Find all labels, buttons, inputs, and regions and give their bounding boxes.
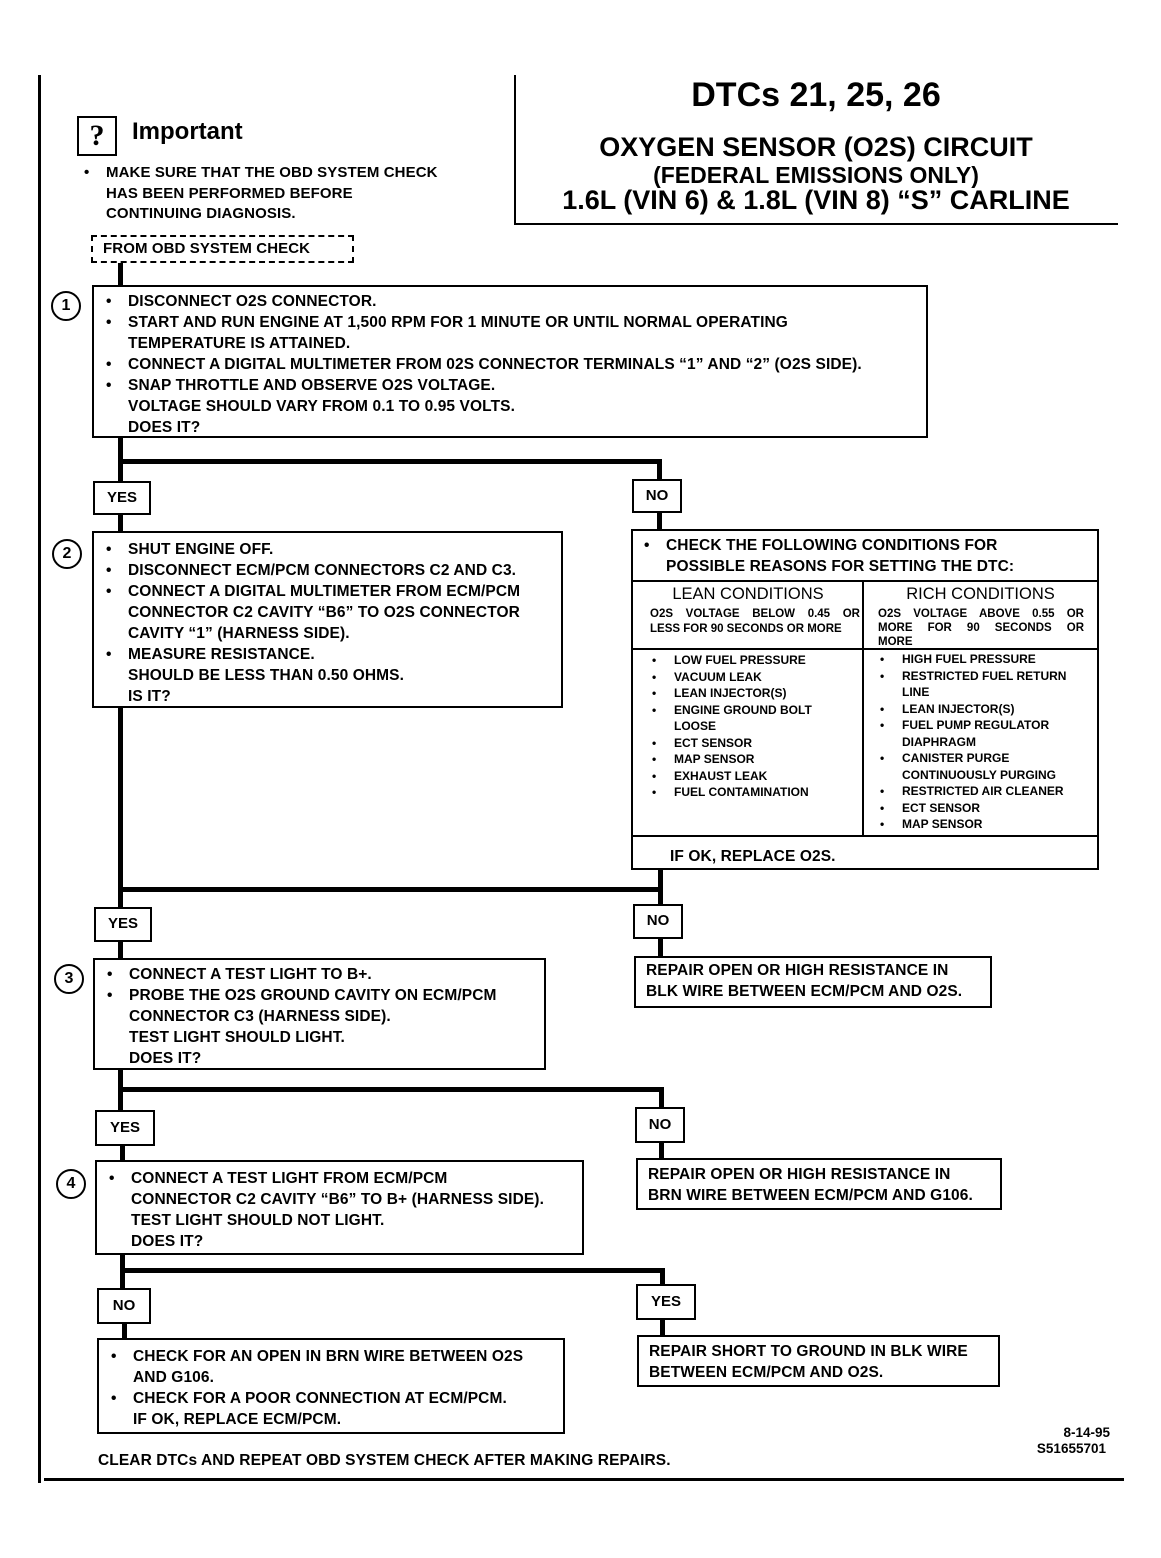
- important-text: [80, 163, 500, 225]
- important-text-line2: HAS BEEN PERFORMED BEFORE: [106, 184, 353, 202]
- rich-item: • MAP SENSOR: [876, 816, 1094, 833]
- result-step3-no-line: BRN WIRE BETWEEN ECM/PCM AND G106.: [648, 1187, 973, 1204]
- important-text-line1: • MAKE SURE THAT THE OBD SYSTEM CHECK: [80, 163, 500, 184]
- conditions-intro: [640, 535, 1090, 577]
- step-1-number: 1: [51, 291, 81, 321]
- rich-item: • HIGH FUEL PRESSURE: [876, 651, 1094, 668]
- step-1-item: • DISCONNECT O2S CONNECTOR.: [102, 291, 918, 312]
- lean-item: • LEAN INJECTOR(S): [648, 685, 860, 702]
- step-4-item-cont: DOES IT?: [131, 1233, 204, 1250]
- step-2-item-cont: CAVITY “1” (HARNESS SIDE).: [128, 625, 350, 642]
- step-4-list: [105, 1168, 574, 1252]
- step-4-number: 4: [56, 1169, 86, 1199]
- line-no-2: [658, 867, 663, 905]
- step-1-box: [92, 285, 928, 438]
- result-step4-no-item: • CHECK FOR AN OPEN IN BRN WIRE BETWEEN O2S: [107, 1346, 555, 1367]
- step-2-item: • MEASURE RESISTANCE.: [102, 644, 553, 665]
- step-3-no-label: NO: [635, 1107, 685, 1143]
- step-2-no-label: NO: [633, 904, 683, 939]
- result-step4-yes: [637, 1335, 1000, 1387]
- rich-item-cont: LINE: [902, 685, 930, 699]
- step-3-yes-label: YES: [95, 1110, 155, 1146]
- step-1-list: [102, 291, 918, 438]
- important-icon: [77, 116, 117, 156]
- step-4-item: • CONNECT A TEST LIGHT FROM ECM/PCM: [105, 1168, 574, 1189]
- result-step4-no-item-cont: IF OK, REPLACE ECM/PCM.: [133, 1411, 342, 1428]
- lean-item: • ENGINE GROUND BOLT: [648, 702, 860, 719]
- conditions-intro-line: POSSIBLE REASONS FOR SETTING THE DTC:: [666, 558, 1015, 575]
- left-border: [38, 75, 41, 1483]
- start-box: [91, 235, 354, 263]
- line-main-4: [118, 705, 123, 910]
- step-2-box: [92, 531, 563, 708]
- step-4-item-cont: TEST LIGHT SHOULD NOT LIGHT.: [131, 1212, 385, 1229]
- important-label: Important: [132, 118, 243, 145]
- line-main-5: [118, 940, 123, 960]
- step-2-item-cont: SHOULD BE LESS THAN 0.50 OHMS.: [128, 667, 405, 684]
- step-2-item-cont: IS IT?: [128, 688, 171, 705]
- lean-title: LEAN CONDITIONS: [672, 585, 824, 603]
- line-h-1: [118, 459, 662, 464]
- line-h-3: [118, 1087, 663, 1092]
- step-2-yes-label: YES: [94, 907, 152, 942]
- subtitle-circuit: OXYGEN SENSOR (O2S) CIRCUIT: [599, 132, 1033, 162]
- step-2-list: [102, 539, 553, 707]
- start-label: FROM OBD SYSTEM CHECK: [103, 240, 311, 257]
- step-2-item: • DISCONNECT ECM/PCM CONNECTORS C2 AND C3.: [102, 560, 553, 581]
- rich-item: • LEAN INJECTOR(S): [876, 701, 1094, 718]
- subtitle-carline: 1.6L (VIN 6) & 1.8L (VIN 8) “S” CARLINE: [562, 185, 1070, 215]
- rich-items: [876, 651, 1094, 833]
- step-4-no-label: NO: [97, 1288, 151, 1324]
- line-no-2b: [658, 938, 663, 958]
- line-main-1: [118, 263, 123, 287]
- step-1-item: • START AND RUN ENGINE AT 1,500 RPM FOR 1 MINUTE OR UNTIL NORMAL OPERATING: [102, 312, 918, 333]
- line-no-3b: [659, 1141, 664, 1159]
- rich-item: • FUEL PUMP REGULATOR: [876, 717, 1094, 734]
- page-title: DTCs 21, 25, 26: [691, 76, 941, 114]
- step-1-item: • SNAP THROTTLE AND OBSERVE O2S VOLTAGE.: [102, 375, 918, 396]
- lean-item-cont: LOOSE: [674, 719, 717, 733]
- step-1-yes-label: YES: [93, 481, 151, 515]
- rich-desc-c: MORE: [878, 636, 913, 648]
- bottom-border: [44, 1478, 1124, 1481]
- rich-desc-a: O2S VOLTAGE ABOVE 0.55 OR: [878, 608, 1084, 620]
- result-step2-no-line: BLK WIRE BETWEEN ECM/PCM AND O2S.: [646, 983, 963, 1000]
- step-4-item-cont: CONNECTOR C2 CAVITY “B6” TO B+ (HARNESS SIDE).: [131, 1191, 544, 1208]
- rich-item: • RESTRICTED FUEL RETURN: [876, 668, 1094, 685]
- step-2-number: 2: [52, 539, 82, 569]
- step-3-box: [93, 958, 546, 1070]
- result-step3-no-line: REPAIR OPEN OR HIGH RESISTANCE IN: [648, 1166, 951, 1183]
- step-2-item: • CONNECT A DIGITAL MULTIMETER FROM ECM/PCM: [102, 581, 553, 602]
- lean-desc-a: O2S VOLTAGE BELOW 0.45 OR: [650, 608, 860, 620]
- conditions-divider-bottom: [633, 835, 1097, 837]
- result-step4-yes-line: REPAIR SHORT TO GROUND IN BLK WIRE: [649, 1343, 968, 1360]
- lean-item: • ECT SENSOR: [648, 735, 860, 752]
- step-1-item: • CONNECT A DIGITAL MULTIMETER FROM 02S CONNECTOR TERMINALS “1” AND “2” (O2S SIDE).: [102, 354, 918, 375]
- step-1-item-cont: VOLTAGE SHOULD VARY FROM 0.1 TO 0.95 VOLTS.: [128, 398, 515, 415]
- rich-item-cont: CONTINUOUSLY PURGING: [902, 767, 1057, 782]
- step-3-item-cont: TEST LIGHT SHOULD LIGHT.: [129, 1029, 345, 1046]
- step-3-item: • CONNECT A TEST LIGHT TO B+.: [103, 964, 536, 985]
- subtitle-emissions: (FEDERAL EMISSIONS ONLY): [653, 162, 979, 188]
- lean-items: [648, 652, 860, 801]
- lean-item: • FUEL CONTAMINATION: [648, 784, 860, 801]
- step-4-yes-label: YES: [636, 1284, 696, 1320]
- rich-title: RICH CONDITIONS: [906, 585, 1055, 603]
- lean-item: • EXHAUST LEAK: [648, 768, 860, 785]
- result-step4-no-item: • CHECK FOR A POOR CONNECTION AT ECM/PCM.: [107, 1388, 555, 1409]
- step-1-item-cont: TEMPERATURE IS ATTAINED.: [128, 335, 351, 352]
- result-step4-no: [97, 1338, 565, 1434]
- rich-item-cont: DIAPHRAGM: [902, 734, 976, 749]
- important-text-line3: CONTINUING DIAGNOSIS.: [106, 205, 296, 222]
- line-h-4: [120, 1268, 665, 1273]
- result-step4-no-list: [107, 1346, 555, 1430]
- step-1-item-cont: DOES IT?: [128, 419, 201, 436]
- step-2-item-cont: CONNECTOR C2 CAVITY “B6” TO O2S CONNECTOR: [128, 604, 520, 621]
- step-3-item-cont: DOES IT?: [129, 1050, 202, 1067]
- rich-item: • ECT SENSOR: [876, 800, 1094, 817]
- step-3-number: 3: [54, 964, 84, 994]
- conditions-footer: IF OK, REPLACE O2S.: [670, 848, 836, 865]
- footer-code: S51655701: [1036, 1441, 1106, 1456]
- line-no-1b: [657, 512, 662, 530]
- lean-item: • MAP SENSOR: [648, 751, 860, 768]
- footer-date: 8-14-95: [1063, 1425, 1110, 1440]
- lean-item: • LOW FUEL PRESSURE: [648, 652, 860, 669]
- step-3-list: [103, 964, 536, 1069]
- lean-item: • VACUUM LEAK: [648, 669, 860, 686]
- line-no-1: [657, 459, 662, 481]
- line-h-2: [118, 887, 663, 892]
- important-icon-glyph: ?: [89, 119, 105, 152]
- result-step3-no: [636, 1158, 1002, 1210]
- rich-item: • RESTRICTED AIR CLEANER: [876, 783, 1094, 800]
- conditions-divider-vertical: [862, 580, 864, 836]
- rich-item: • CANISTER PURGE: [876, 750, 1094, 767]
- step-1-no-label: NO: [632, 479, 682, 513]
- result-step2-no-line: REPAIR OPEN OR HIGH RESISTANCE IN: [646, 962, 949, 979]
- result-step4-no-item-cont: AND G106.: [133, 1369, 215, 1386]
- step-4-box: [95, 1160, 584, 1255]
- conditions-divider-top: [633, 580, 1097, 582]
- line-no-3: [659, 1087, 664, 1109]
- conditions-intro-line: • CHECK THE FOLLOWING CONDITIONS FOR: [640, 535, 1090, 556]
- result-step2-no: [634, 956, 992, 1008]
- step-3-item-cont: CONNECTOR C3 (HARNESS SIDE).: [129, 1008, 391, 1025]
- step-3-item: • PROBE THE O2S GROUND CAVITY ON ECM/PCM: [103, 985, 536, 1006]
- footer-note: CLEAR DTCs AND REPEAT OBD SYSTEM CHECK AFTER MAKING REPAIRS.: [98, 1452, 671, 1469]
- rich-desc-b: MORE FOR 90 SECONDS OR: [878, 622, 1084, 634]
- step-2-item: • SHUT ENGINE OFF.: [102, 539, 553, 560]
- result-step4-yes-line: BETWEEN ECM/PCM AND O2S.: [649, 1364, 884, 1381]
- lean-desc-b: LESS FOR 90 SECONDS OR MORE: [650, 623, 842, 635]
